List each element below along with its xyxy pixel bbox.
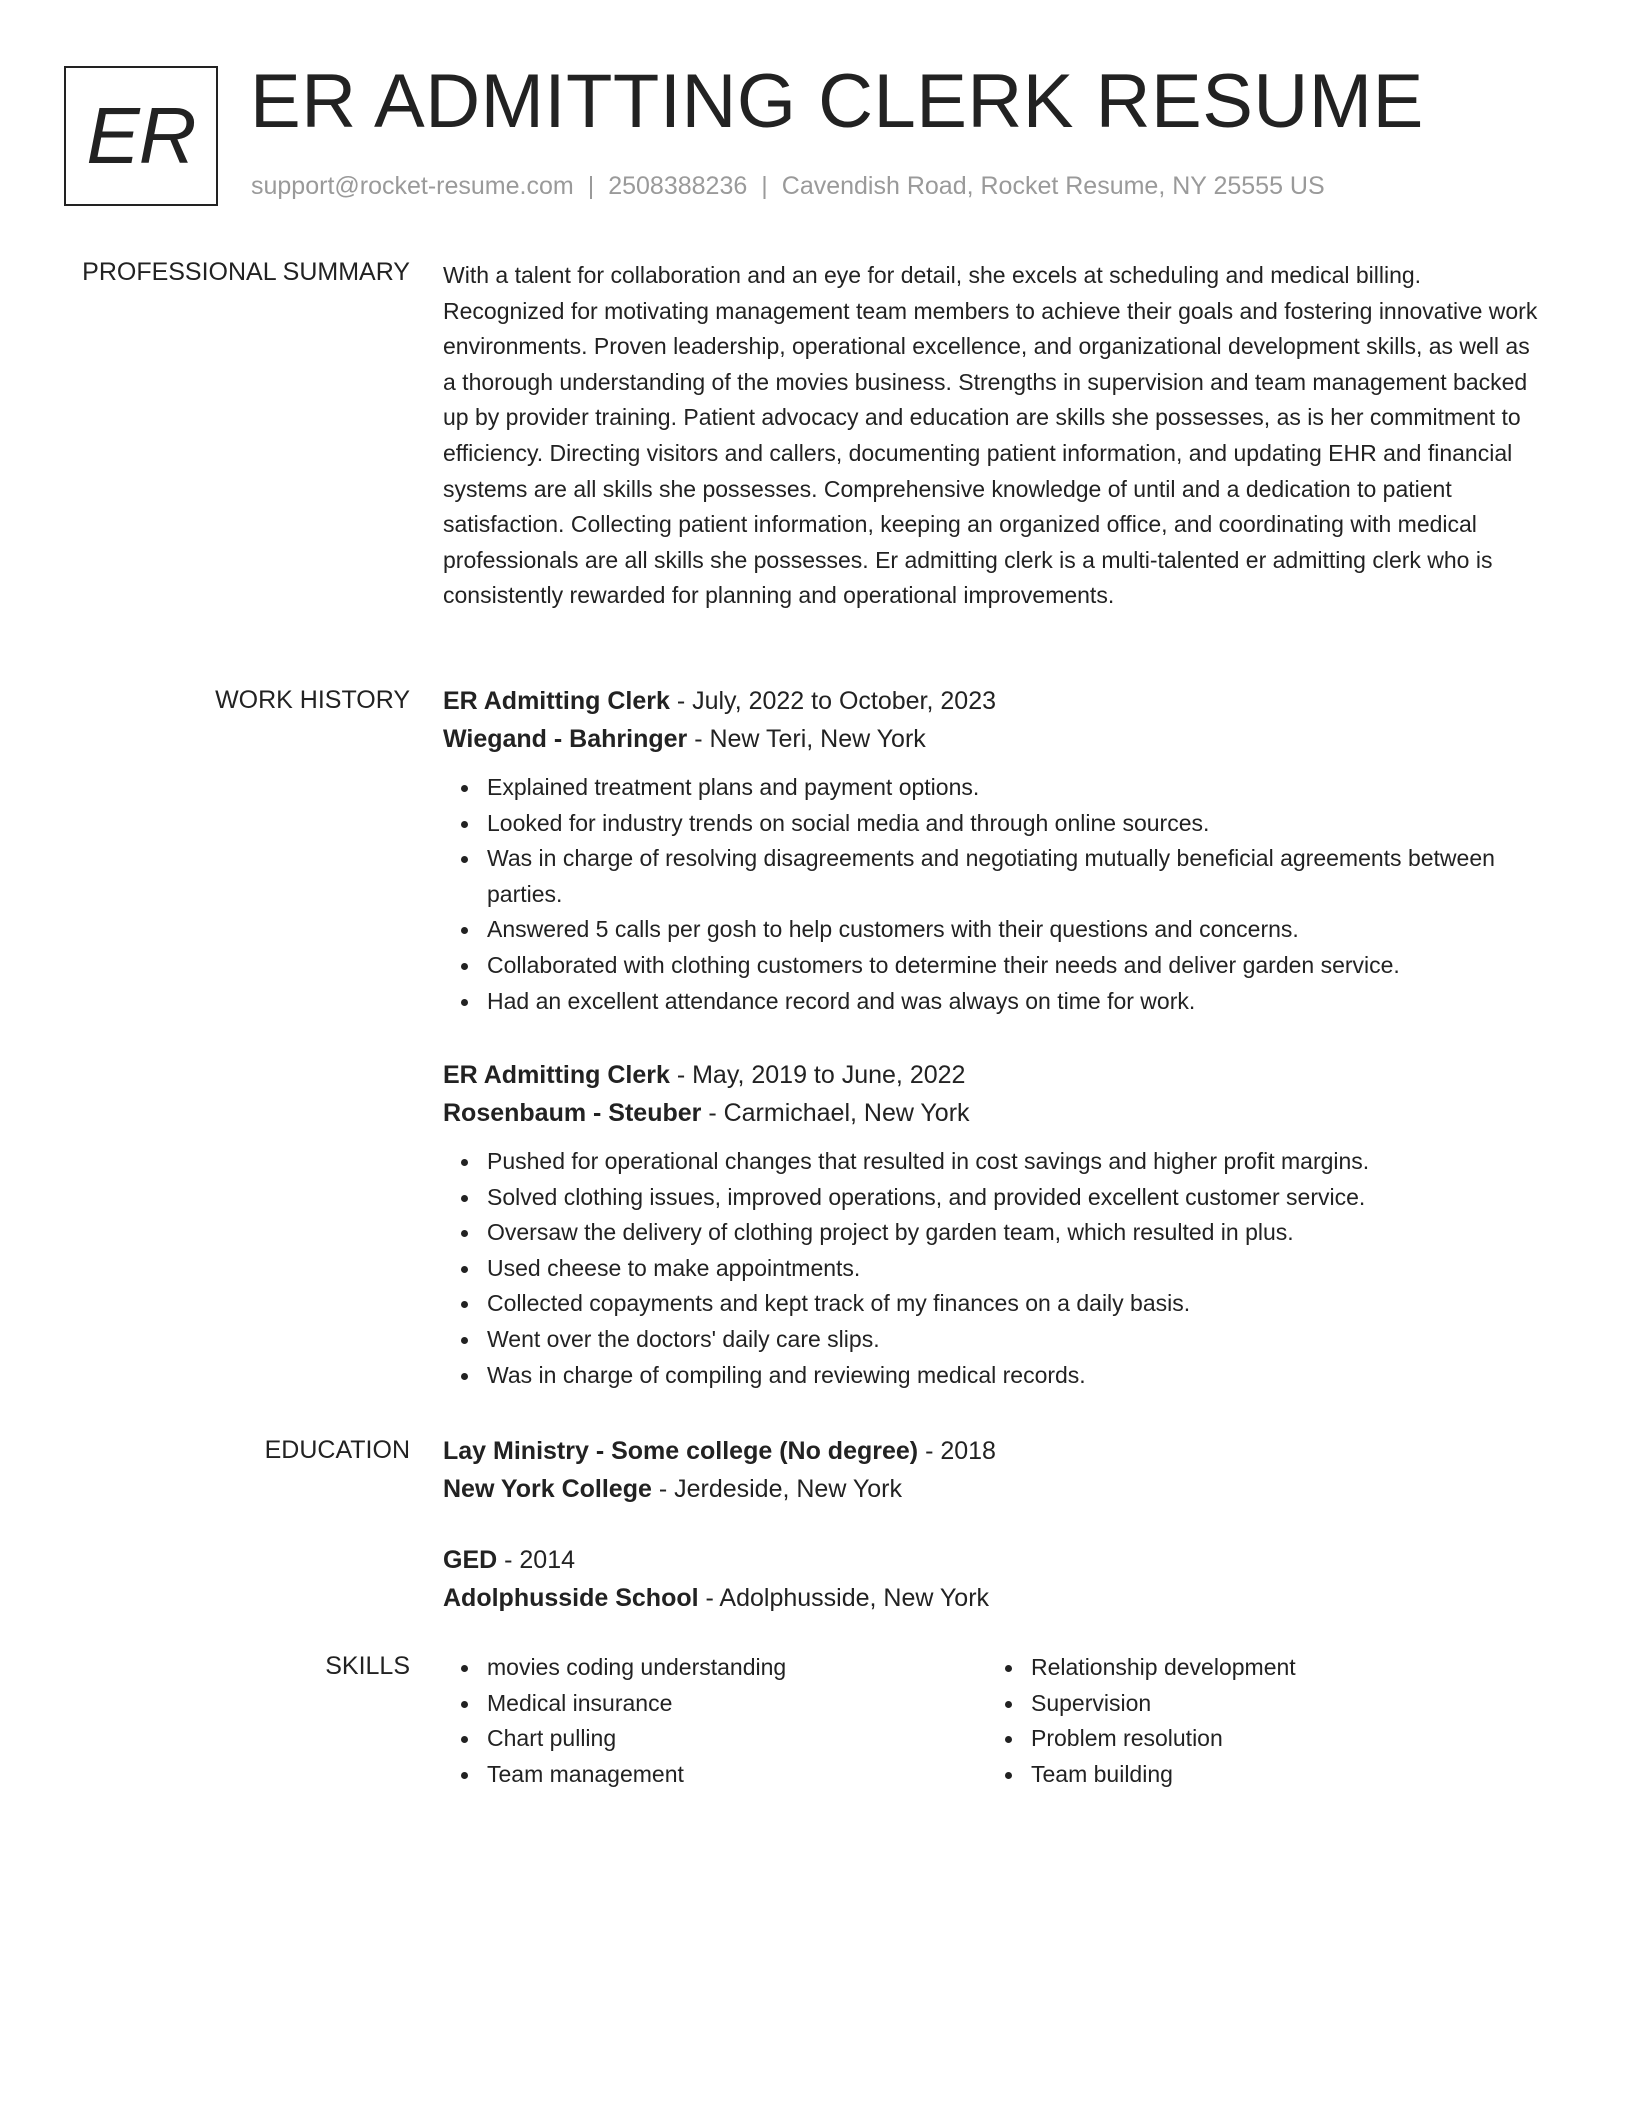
job-duty-item: Looked for industry trends on social media and through online sources. bbox=[487, 806, 1543, 842]
skill-item: Chart pulling bbox=[487, 1721, 943, 1757]
education-school: Adolphusside School bbox=[443, 1584, 699, 1612]
contact-separator: | bbox=[761, 172, 768, 200]
job-duty-item: Was in charge of compiling and reviewing medical records. bbox=[487, 1358, 1543, 1394]
education-school-line bbox=[443, 1470, 1543, 1508]
resume-title: ER ADMITTING CLERK RESUME bbox=[250, 59, 1424, 144]
skills-list bbox=[987, 1650, 1487, 1792]
skills-column-right bbox=[987, 1650, 1487, 1792]
job-duty-item: Collaborated with clothing customers to determine their needs and deliver garden service. bbox=[487, 948, 1543, 984]
job-duty-item: Explained treatment plans and payment options. bbox=[487, 770, 1543, 806]
job-duty-item: Went over the doctors' daily care slips. bbox=[487, 1322, 1543, 1358]
education-entry bbox=[443, 1541, 1543, 1617]
contact-line bbox=[251, 172, 1325, 201]
contact-phone[interactable]: 2508388236 bbox=[608, 172, 748, 200]
contact-separator: | bbox=[587, 172, 595, 200]
monogram-text: ER bbox=[86, 91, 196, 180]
monogram-logo bbox=[64, 66, 218, 206]
job-location: - New Teri, New York bbox=[687, 725, 926, 753]
skill-item: Team management bbox=[487, 1757, 943, 1793]
education-entry bbox=[443, 1432, 1543, 1508]
education-year: - 2014 bbox=[497, 1546, 576, 1574]
job-company-line bbox=[443, 1094, 1543, 1132]
job-company: Wiegand - Bahringer bbox=[443, 725, 688, 753]
education-degree: GED bbox=[443, 1546, 498, 1574]
job-dates: - July, 2022 to October, 2023 bbox=[669, 687, 996, 715]
job-duty-item: Collected copayments and kept track of my finances on a daily basis. bbox=[487, 1286, 1543, 1322]
summary-text: With a talent for collaboration and an eye for detail, she excels at scheduling and medical billing. Recognized for motivating management team members to achieve their goals and fostering innovative work environments. Proven leadership, operational excellence, and organizational development skills, as well as a thorough understanding of the movies business. Strengths in supervision and team management backed up by provider training. Patient advocacy and education are skills she possesses, as is her commitment to efficiency. Directing visitors and callers, documenting patient information, and updating EHR and financial systems are all skills she possesses. Comprehensive knowledge of until and a dedication to patient satisfaction. Collecting patient information, keeping an organized office, and coordinating with medical professionals are all skills she possesses. Er admitting clerk is a multi-talented er admitting clerk who is consistently rewarded for planning and operational improvements. bbox=[443, 262, 1538, 609]
job-title: ER Admitting Clerk bbox=[443, 1061, 670, 1089]
summary-section bbox=[443, 258, 1543, 614]
job-company-line bbox=[443, 720, 1543, 758]
contact-email[interactable]: support@rocket-resume.com bbox=[251, 172, 574, 200]
skill-item: Team building bbox=[1031, 1757, 1487, 1793]
skill-item: Supervision bbox=[1031, 1686, 1487, 1722]
job-duty-item: Answered 5 calls per gosh to help customers with their questions and concerns. bbox=[487, 912, 1543, 948]
education-degree-line bbox=[443, 1541, 1543, 1579]
section-label-skills: SKILLS bbox=[325, 1652, 410, 1680]
contact-address: Cavendish Road, Rocket Resume, NY 25555 US bbox=[781, 172, 1325, 200]
job-entry bbox=[443, 682, 1543, 1019]
job-duties-list bbox=[443, 1144, 1543, 1393]
education-degree: Lay Ministry - Some college (No degree) bbox=[443, 1437, 919, 1465]
skill-item: movies coding understanding bbox=[487, 1650, 943, 1686]
skills-column-left bbox=[443, 1650, 943, 1792]
education-degree-line bbox=[443, 1432, 1543, 1470]
job-duty-item: Solved clothing issues, improved operations, and provided excellent customer service. bbox=[487, 1180, 1543, 1216]
job-duty-item: Pushed for operational changes that resulted in cost savings and higher profit margins. bbox=[487, 1144, 1543, 1180]
job-title-line bbox=[443, 1056, 1543, 1094]
job-title: ER Admitting Clerk bbox=[443, 687, 670, 715]
job-duty-item: Oversaw the delivery of clothing project by garden team, which resulted in plus. bbox=[487, 1215, 1543, 1251]
skill-item: Medical insurance bbox=[487, 1686, 943, 1722]
education-school: New York College bbox=[443, 1475, 652, 1503]
job-duty-item: Had an excellent attendance record and was always on time for work. bbox=[487, 984, 1543, 1020]
job-duty-item: Was in charge of resolving disagreements and negotiating mutually beneficial agreements between parties. bbox=[487, 841, 1543, 912]
job-dates: - May, 2019 to June, 2022 bbox=[669, 1061, 966, 1089]
job-location: - Carmichael, New York bbox=[701, 1099, 970, 1127]
education-location: - Jerdeside, New York bbox=[651, 1475, 902, 1503]
job-title-line bbox=[443, 682, 1543, 720]
job-entry bbox=[443, 1056, 1543, 1393]
education-school-line bbox=[443, 1579, 1543, 1617]
section-label-work-history: WORK HISTORY bbox=[215, 686, 410, 714]
section-label-education: EDUCATION bbox=[264, 1436, 410, 1464]
skills-list bbox=[443, 1650, 943, 1792]
skill-item: Problem resolution bbox=[1031, 1721, 1487, 1757]
job-duty-item: Used cheese to make appointments. bbox=[487, 1251, 1543, 1287]
section-label-summary: PROFESSIONAL SUMMARY bbox=[82, 258, 410, 286]
education-year: - 2018 bbox=[918, 1437, 996, 1465]
job-duties-list bbox=[443, 770, 1543, 1019]
education-location: - Adolphusside, New York bbox=[698, 1584, 990, 1612]
job-company: Rosenbaum - Steuber bbox=[443, 1099, 702, 1127]
skill-item: Relationship development bbox=[1031, 1650, 1487, 1686]
